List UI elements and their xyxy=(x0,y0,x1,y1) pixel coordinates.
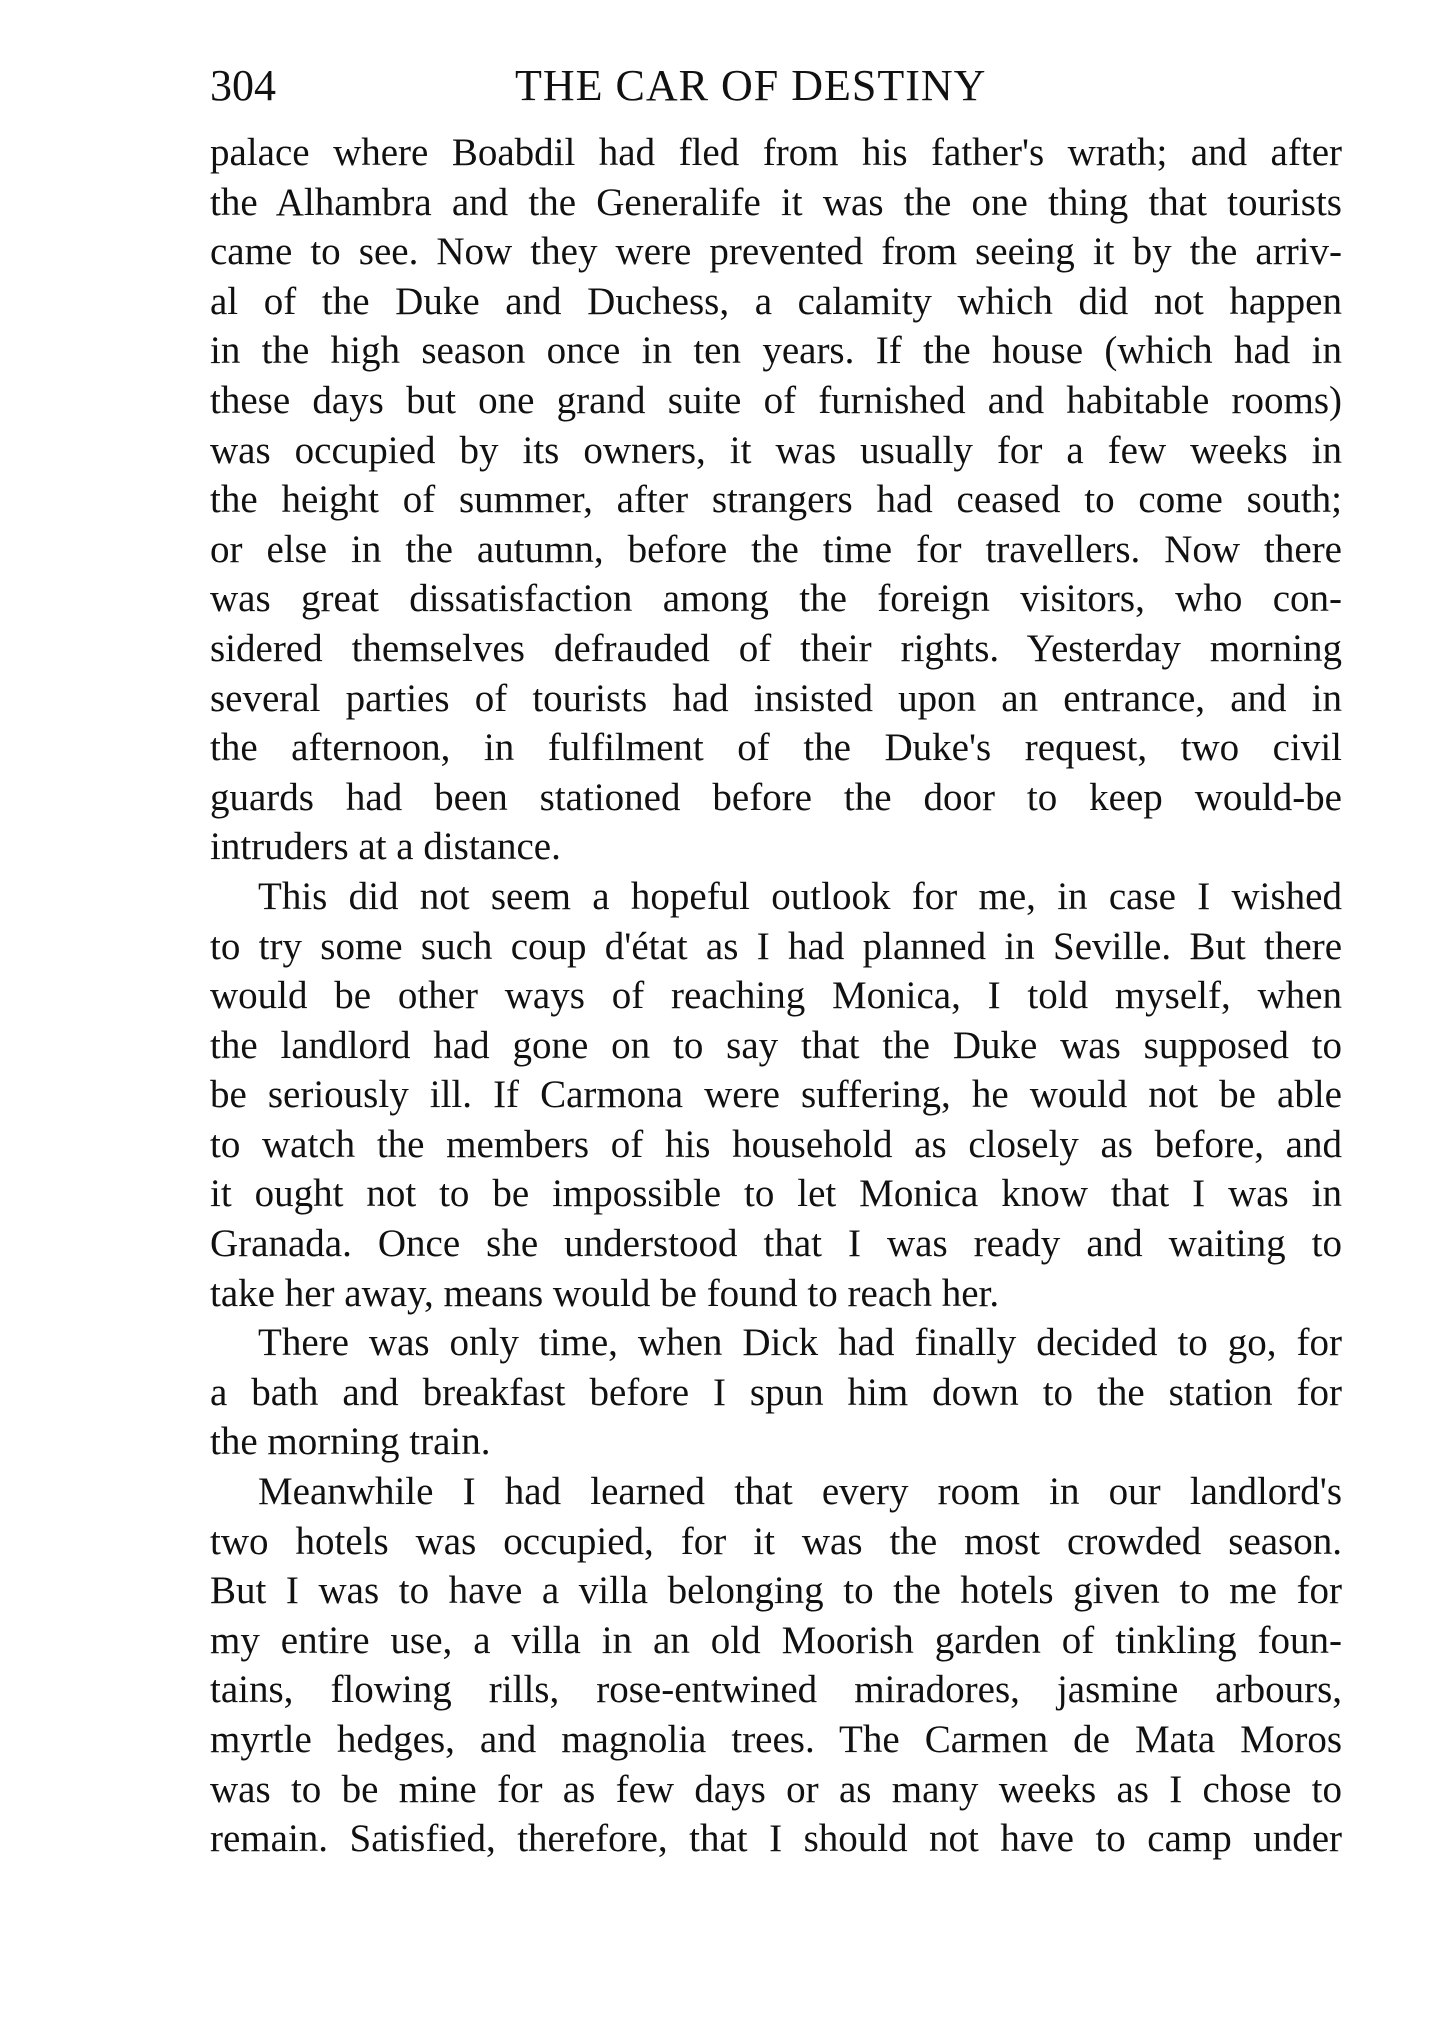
text-line: the morning train. xyxy=(210,1420,491,1464)
text-line: would be other ways of reaching Monica, I told myself, when xyxy=(210,974,1342,1018)
text-line: to try some such coup d'état as I had planned in Seville. But there xyxy=(210,924,1342,968)
text-line: palace where Boabdil had fled from his father's wrath; and after xyxy=(210,131,1342,174)
text-line: Meanwhile I had learned that every room in our landlord's xyxy=(258,1470,1342,1514)
page-header xyxy=(210,58,1342,114)
text-line: take her away, means would be found to reach her. xyxy=(210,1271,1000,1315)
text-line: guards had been stationed before the door to keep would-be xyxy=(210,775,1342,819)
text-line: was occupied by its owners, it was usually for a few weeks in xyxy=(210,428,1342,472)
text-line: the afternoon, in fulfilment of the Duke's request, two civil xyxy=(210,726,1342,770)
text-line: Granada. Once she understood that I was ready and waiting to xyxy=(210,1222,1342,1266)
text-line: There was only time, when Dick had finally decided to go, for xyxy=(258,1321,1342,1365)
text-line: But I was to have a villa belonging to the hotels given to me for xyxy=(210,1569,1342,1613)
text-line: these days but one grand suite of furnished and habitable rooms) xyxy=(210,378,1342,422)
text-line: This did not seem a hopeful outlook for me, in case I wished xyxy=(258,874,1342,918)
text-line: came to see. Now they were prevented from seeing it by the arriv- xyxy=(210,230,1342,274)
text-line: be seriously ill. If Carmona were suffering, he would not be able xyxy=(210,1073,1342,1117)
page-number: 304 xyxy=(210,61,276,110)
text-line: a bath and breakfast before I spun him down to the station for xyxy=(210,1370,1342,1414)
text-line: several parties of tourists had insisted upon an entrance, and in xyxy=(210,676,1342,720)
text-line: my entire use, a villa in an old Moorish garden of tinkling foun- xyxy=(210,1618,1342,1662)
text-line: myrtle hedges, and magnolia trees. The Carmen de Mata Moros xyxy=(210,1718,1342,1761)
text-line: two hotels was occupied, for it was the most crowded season. xyxy=(210,1519,1342,1563)
text-line: it ought not to be impossible to let Monica know that I was in xyxy=(210,1172,1342,1216)
text-line: the landlord had gone on to say that the Duke was supposed to xyxy=(210,1023,1342,1067)
text-line: was to be mine for as few days or as many weeks as I chose to xyxy=(210,1767,1342,1811)
text-line: to watch the members of his household as closely as before, and xyxy=(210,1122,1342,1166)
text-line: remain. Satisfied, therefore, that I should not have to camp under xyxy=(210,1817,1342,1861)
text-line: al of the Duke and Duchess, a calamity which did not happen xyxy=(210,279,1342,323)
text-line: intruders at a distance. xyxy=(210,825,561,869)
text-line: the height of summer, after strangers had ceased to come south; xyxy=(210,478,1342,522)
text-line: tains, flowing rills, rose-entwined miradores, jasmine arbours, xyxy=(210,1668,1342,1712)
text-line: the Alhambra and the Generalife it was the one thing that tourists xyxy=(210,180,1342,224)
text-line: or else in the autumn, before the time for travellers. Now there xyxy=(210,527,1342,571)
text-line: in the high season once in ten years. If the house (which had in xyxy=(210,329,1342,373)
text-line: sidered themselves defrauded of their rights. Yesterday morning xyxy=(210,626,1342,670)
body-text xyxy=(210,128,1342,1864)
running-title: THE CAR OF DESTINY xyxy=(515,61,987,110)
text-line: was great dissatisfaction among the foreign visitors, who con- xyxy=(210,577,1342,621)
